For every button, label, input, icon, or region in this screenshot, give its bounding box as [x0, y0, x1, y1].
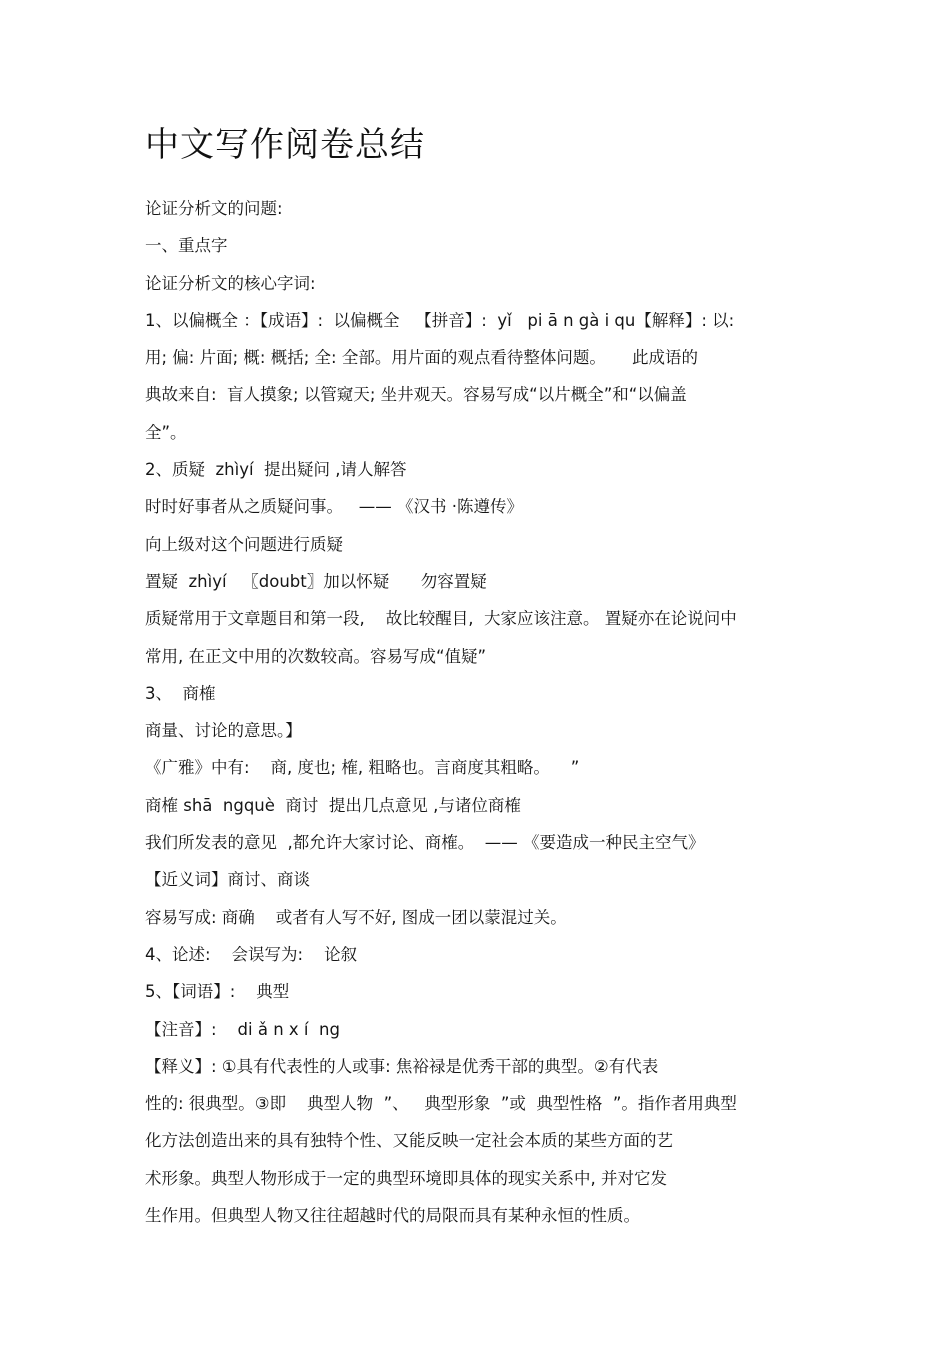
text-line: 生作用。但典型人物又往往超越时代的局限而具有某种永恒的性质。: [145, 1206, 640, 1226]
text-line: 容易写成: 商确 或者有人写不好, 图成一团以蒙混过关。: [145, 907, 567, 927]
text-line: 时时好事者从之质疑问事。 —— 《汉书 ·陈遵传》: [145, 497, 523, 517]
text-line: 2、质疑 zhìyí 提出疑问 ,请人解答: [145, 460, 407, 480]
document-title: 中文写作阅卷总结: [145, 125, 425, 165]
text-line: 性的: 很典型。③即 典型人物 ”、 典型形象 ”或 典型性格 ”。指作者用典型: [145, 1094, 737, 1114]
text-line: 商量、讨论的意思。】: [145, 721, 302, 741]
text-line: 全”。: [145, 422, 187, 442]
text-line: 【注音】: di ǎ n x í ng: [145, 1019, 340, 1039]
text-line: 3、 商榷: [145, 683, 216, 703]
text-line: 典故来自: 盲人摸象; 以管窥天; 坐井观天。容易写成“以片概全”和“以偏盖: [145, 385, 687, 405]
text-line: 【释义】: ①具有代表性的人或事: 焦裕禄是优秀干部的典型。②有代表: [145, 1056, 659, 1076]
text-line: 【近义词】商讨、商谈: [145, 870, 310, 890]
text-line: 4、论述: 会误写为: 论叙: [145, 944, 358, 964]
text-line: 5、【词语】: 典型: [145, 982, 290, 1002]
text-line: 我们所发表的意见 ,都允许大家讨论、商榷。 —— 《要造成一种民主空气》: [145, 833, 705, 853]
text-line: 质疑常用于文章题目和第一段, 故比较醒目, 大家应该注意。 置疑亦在论说问中: [145, 609, 737, 629]
document-body: [145, 195, 805, 1239]
text-line: 用; 偏: 片面; 概: 概括; 全: 全部。用片面的观点看待整体问题。 此成语的: [145, 348, 699, 368]
text-line: 化方法创造出来的具有独特个性、又能反映一定社会本质的某些方面的艺: [145, 1131, 673, 1151]
text-line: 论证分析文的问题:: [145, 199, 283, 218]
text-line: 《广雅》中有: 商, 度也; 榷, 粗略也。言商度其粗略。 ”: [145, 758, 580, 778]
text-line: 一、重点字: [145, 236, 228, 256]
text-line: 1、以偏概全 ：【成语】: 以偏概全 【拼音】: yǐ pi ā n gà i qu【解释】: 以:: [145, 310, 735, 330]
text-line: 常用, 在正文中用的次数较高。容易写成“值疑”: [145, 646, 487, 666]
text-line: 术形象。典型人物形成于一定的典型环境即具体的现实关系中, 并对它发: [145, 1168, 667, 1188]
text-line: 商榷 shā ngquè 商讨 提出几点意见 ,与诸位商榷: [145, 795, 521, 815]
text-line: 向上级对这个问题进行质疑: [145, 534, 343, 554]
text-line: 置疑 zhìyí 〖doubt〗加以怀疑 勿容置疑: [145, 571, 487, 591]
text-line: 论证分析文的核心字词:: [145, 273, 316, 293]
